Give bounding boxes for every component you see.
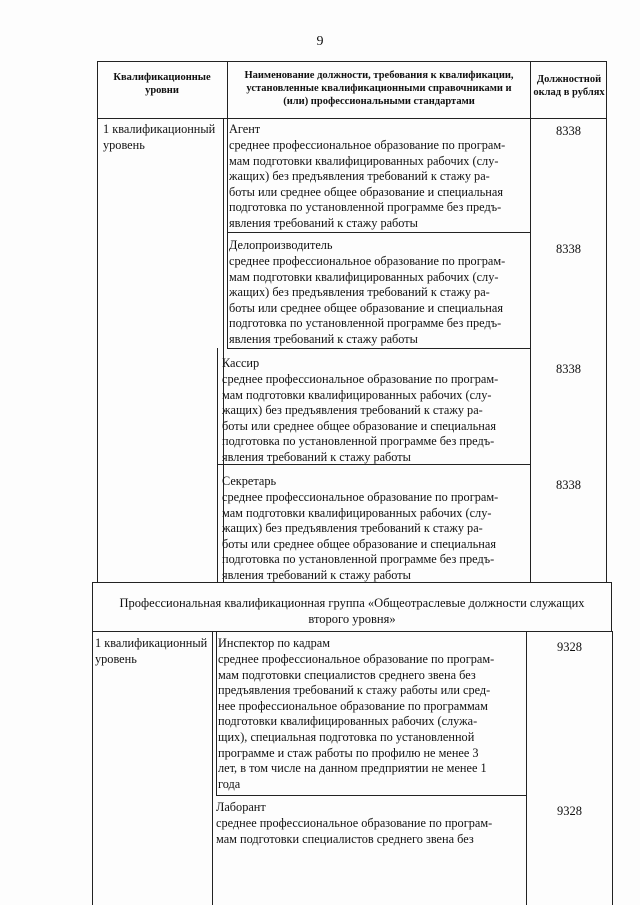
page-number: 9 (316, 34, 324, 49)
position-requirements-secretary: среднее профессиональное образование по програм- мам подготовки квалифицированных рабочих (слу- жащих) без предъявления требований к стажу ра- боты или среднее общее образование и специальная подготовка по установленной программе без предъ- явления требований к стажу работы (222, 490, 499, 582)
row3-inner-left (217, 348, 218, 465)
row2-inner-left (227, 232, 228, 349)
position-requirements-lab-assistant: среднее профессиональное образование по програм- мам подготовки специалистов среднего звена без (216, 816, 493, 846)
salary-secretary: 8338 (556, 478, 581, 492)
row6-inner-left (212, 795, 213, 905)
row5-inner-left (216, 631, 217, 796)
position-title-agent: Агент (229, 122, 261, 136)
table-border-left-1 (97, 61, 98, 582)
position-requirements-hr-inspector: среднее профессиональное образование по програм- мам подготовки специалистов среднего звена без предъявления требований к стажу работы или сред- нее профессиональное образование по программам подготовки квалифицированных рабочих (служа- щих), специальная подготовка по установленной программе и стаж работы по профилю не менее 3 лет, в том числе на данном предприятии не менее 1 года (218, 652, 495, 791)
group-title: Профессиональная квалификационная группа «Общеотраслевые должности служащих второго уровня» (119, 596, 585, 626)
group-row-bottom (92, 631, 612, 632)
row1-inner-left (227, 118, 228, 233)
salary-clerk: 8338 (556, 242, 581, 256)
header-levels: Квалификационные уровни (113, 72, 211, 96)
section2-border-left (92, 631, 93, 905)
salary-agent: 8338 (556, 124, 581, 138)
salary-lab-assistant: 9328 (557, 804, 582, 818)
table-border-right-1 (606, 61, 607, 582)
group-row-right (611, 582, 612, 632)
position-requirements-agent: среднее профессиональное образование по програм- мам подготовки квалифицированных рабочих (слу- жащих) без предъявления требований к стажу ра- боты или среднее общее образование и специальная подготовка по установленной программе без предъ- явления требований к стажу работы (229, 138, 506, 230)
position-requirements-cashier: среднее профессиональное образование по програм- мам подготовки квалифицированных рабочих (слу- жащих) без предъявления требований к стажу ра- боты или среднее общее образование и специальная подготовка по установленной программе без предъ- явления требований к стажу работы (222, 372, 499, 464)
position-requirements-clerk: среднее профессиональное образование по програм- мам подготовки квалифицированных рабочих (слу- жащих) без предъявления требований к стажу ра- боты или среднее общее образование и специальная подготовка по установленной программе без предъ- явления требований к стажу работы (229, 254, 506, 346)
position-title-cashier: Кассир (222, 356, 260, 370)
row5-inner-right (526, 631, 527, 796)
section2-level: 1 квалификационный уровень (95, 636, 208, 666)
header-position: Наименование должности, требования к квалификации, установленные квалификационными справочниками и (или) профессиональными стандартами (244, 70, 514, 107)
header-salary: Должностной оклад в рублях (533, 74, 605, 98)
row4-inner-left (217, 464, 218, 582)
group-row-top (92, 582, 612, 583)
position-title-clerk: Делопроизводитель (229, 238, 333, 252)
row1-bottom (227, 232, 531, 233)
salary-cashier: 8338 (556, 362, 581, 376)
section2-border-right (612, 631, 613, 905)
position-title-lab-assistant: Лаборант (216, 800, 266, 814)
position-title-secretary: Секретарь (222, 474, 277, 488)
row5-bottom (216, 795, 527, 796)
position-title-hr-inspector: Инспектор по кадрам (218, 636, 331, 650)
row2-bottom (227, 348, 531, 349)
salary-hr-inspector: 9328 (557, 640, 582, 654)
section1-level: 1 квалификационный уровень (103, 122, 216, 152)
